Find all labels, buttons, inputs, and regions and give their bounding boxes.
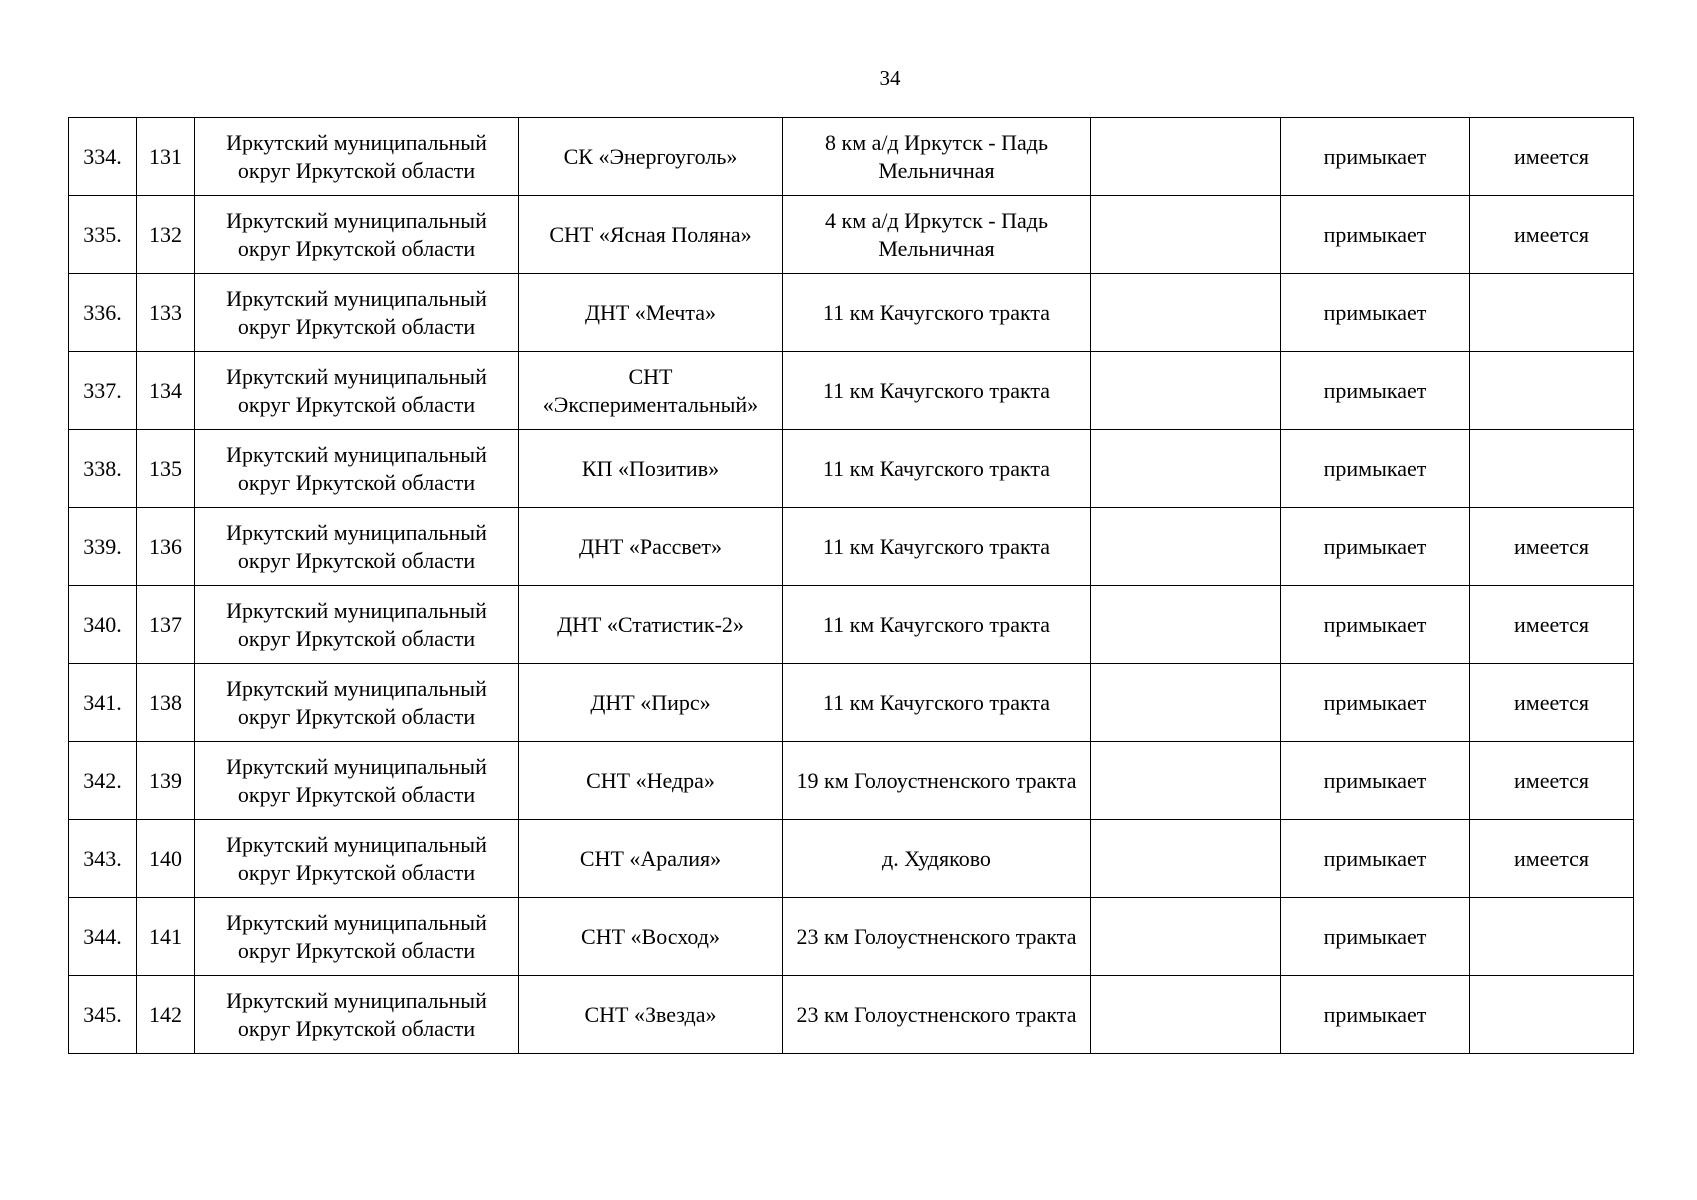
adjacency-cell: примыкает <box>1281 586 1470 664</box>
sub-number-cell: 132 <box>137 196 195 274</box>
table-row <box>69 196 1634 274</box>
organization-name-cell: СНТ «Аралия» <box>519 820 783 898</box>
district-cell: Иркутский муниципальный округ Иркутской области <box>195 976 519 1054</box>
location-cell: 11 км Качугского тракта <box>783 274 1091 352</box>
district-cell: Иркутский муниципальный округ Иркутской области <box>195 664 519 742</box>
empty-cell <box>1091 196 1281 274</box>
organization-name-cell: ДНТ «Мечта» <box>519 274 783 352</box>
table-row <box>69 352 1634 430</box>
table-row <box>69 742 1634 820</box>
sub-number-cell: 140 <box>137 820 195 898</box>
row-number-cell: 345. <box>69 976 137 1054</box>
organization-name-cell: СК «Энергоуголь» <box>519 118 783 196</box>
availability-cell: имеется <box>1470 118 1634 196</box>
adjacency-cell: примыкает <box>1281 508 1470 586</box>
table-row <box>69 976 1634 1054</box>
row-number-cell: 336. <box>69 274 137 352</box>
district-cell: Иркутский муниципальный округ Иркутской области <box>195 898 519 976</box>
row-number-cell: 341. <box>69 664 137 742</box>
district-cell: Иркутский муниципальный округ Иркутской области <box>195 118 519 196</box>
adjacency-cell: примыкает <box>1281 352 1470 430</box>
district-cell: Иркутский муниципальный округ Иркутской области <box>195 508 519 586</box>
adjacency-cell: примыкает <box>1281 820 1470 898</box>
district-cell: Иркутский муниципальный округ Иркутской области <box>195 820 519 898</box>
location-cell: 23 км Голоустненского тракта <box>783 976 1091 1054</box>
availability-cell: имеется <box>1470 820 1634 898</box>
adjacency-cell: примыкает <box>1281 898 1470 976</box>
location-cell: 11 км Качугского тракта <box>783 430 1091 508</box>
sub-number-cell: 133 <box>137 274 195 352</box>
adjacency-cell: примыкает <box>1281 430 1470 508</box>
organization-name-cell: СНТ «Экспериментальный» <box>519 352 783 430</box>
organization-name-cell: КП «Позитив» <box>519 430 783 508</box>
sub-number-cell: 141 <box>137 898 195 976</box>
district-cell: Иркутский муниципальный округ Иркутской области <box>195 196 519 274</box>
empty-cell <box>1091 508 1281 586</box>
empty-cell <box>1091 586 1281 664</box>
row-number-cell: 339. <box>69 508 137 586</box>
sub-number-cell: 131 <box>137 118 195 196</box>
availability-cell: имеется <box>1470 196 1634 274</box>
organization-name-cell: СНТ «Ясная Поляна» <box>519 196 783 274</box>
district-cell: Иркутский муниципальный округ Иркутской области <box>195 586 519 664</box>
sub-number-cell: 136 <box>137 508 195 586</box>
organization-name-cell: СНТ «Восход» <box>519 898 783 976</box>
empty-cell <box>1091 976 1281 1054</box>
empty-cell <box>1091 898 1281 976</box>
organization-name-cell: ДНТ «Пирс» <box>519 664 783 742</box>
location-cell: 11 км Качугского тракта <box>783 664 1091 742</box>
location-cell: 11 км Качугского тракта <box>783 508 1091 586</box>
sub-number-cell: 138 <box>137 664 195 742</box>
organization-name-cell: ДНТ «Рассвет» <box>519 508 783 586</box>
empty-cell <box>1091 352 1281 430</box>
location-cell: 11 км Качугского тракта <box>783 586 1091 664</box>
adjacency-cell: примыкает <box>1281 274 1470 352</box>
table-row <box>69 664 1634 742</box>
location-cell: д. Худяково <box>783 820 1091 898</box>
row-number-cell: 338. <box>69 430 137 508</box>
district-cell: Иркутский муниципальный округ Иркутской области <box>195 430 519 508</box>
availability-cell <box>1470 976 1634 1054</box>
row-number-cell: 343. <box>69 820 137 898</box>
availability-cell: имеется <box>1470 664 1634 742</box>
row-number-cell: 344. <box>69 898 137 976</box>
organization-name-cell: СНТ «Звезда» <box>519 976 783 1054</box>
availability-cell <box>1470 352 1634 430</box>
sub-number-cell: 134 <box>137 352 195 430</box>
table-row <box>69 274 1634 352</box>
table-row <box>69 820 1634 898</box>
empty-cell <box>1091 664 1281 742</box>
row-number-cell: 335. <box>69 196 137 274</box>
district-cell: Иркутский муниципальный округ Иркутской области <box>195 274 519 352</box>
sub-number-cell: 139 <box>137 742 195 820</box>
location-cell: 8 км а/д Иркутск - Падь Мельничная <box>783 118 1091 196</box>
availability-cell <box>1470 898 1634 976</box>
empty-cell <box>1091 274 1281 352</box>
availability-cell <box>1470 274 1634 352</box>
location-cell: 4 км а/д Иркутск - Падь Мельничная <box>783 196 1091 274</box>
district-cell: Иркутский муниципальный округ Иркутской области <box>195 742 519 820</box>
sub-number-cell: 135 <box>137 430 195 508</box>
empty-cell <box>1091 430 1281 508</box>
table-row <box>69 430 1634 508</box>
adjacency-cell: примыкает <box>1281 976 1470 1054</box>
table-row <box>69 118 1634 196</box>
district-cell: Иркутский муниципальный округ Иркутской области <box>195 352 519 430</box>
empty-cell <box>1091 742 1281 820</box>
availability-cell: имеется <box>1470 508 1634 586</box>
organization-name-cell: ДНТ «Статистик-2» <box>519 586 783 664</box>
page-number: 34 <box>879 66 901 90</box>
adjacency-cell: примыкает <box>1281 118 1470 196</box>
registry-table <box>68 117 1634 1054</box>
availability-cell <box>1470 430 1634 508</box>
empty-cell <box>1091 820 1281 898</box>
location-cell: 23 км Голоустненского тракта <box>783 898 1091 976</box>
availability-cell: имеется <box>1470 586 1634 664</box>
row-number-cell: 340. <box>69 586 137 664</box>
row-number-cell: 342. <box>69 742 137 820</box>
row-number-cell: 334. <box>69 118 137 196</box>
location-cell: 19 км Голоустненского тракта <box>783 742 1091 820</box>
table-row <box>69 898 1634 976</box>
adjacency-cell: примыкает <box>1281 742 1470 820</box>
location-cell: 11 км Качугского тракта <box>783 352 1091 430</box>
organization-name-cell: СНТ «Недра» <box>519 742 783 820</box>
row-number-cell: 337. <box>69 352 137 430</box>
table-row <box>69 586 1634 664</box>
adjacency-cell: примыкает <box>1281 196 1470 274</box>
availability-cell: имеется <box>1470 742 1634 820</box>
sub-number-cell: 137 <box>137 586 195 664</box>
table-row <box>69 508 1634 586</box>
empty-cell <box>1091 118 1281 196</box>
sub-number-cell: 142 <box>137 976 195 1054</box>
adjacency-cell: примыкает <box>1281 664 1470 742</box>
table-body <box>69 118 1634 1054</box>
